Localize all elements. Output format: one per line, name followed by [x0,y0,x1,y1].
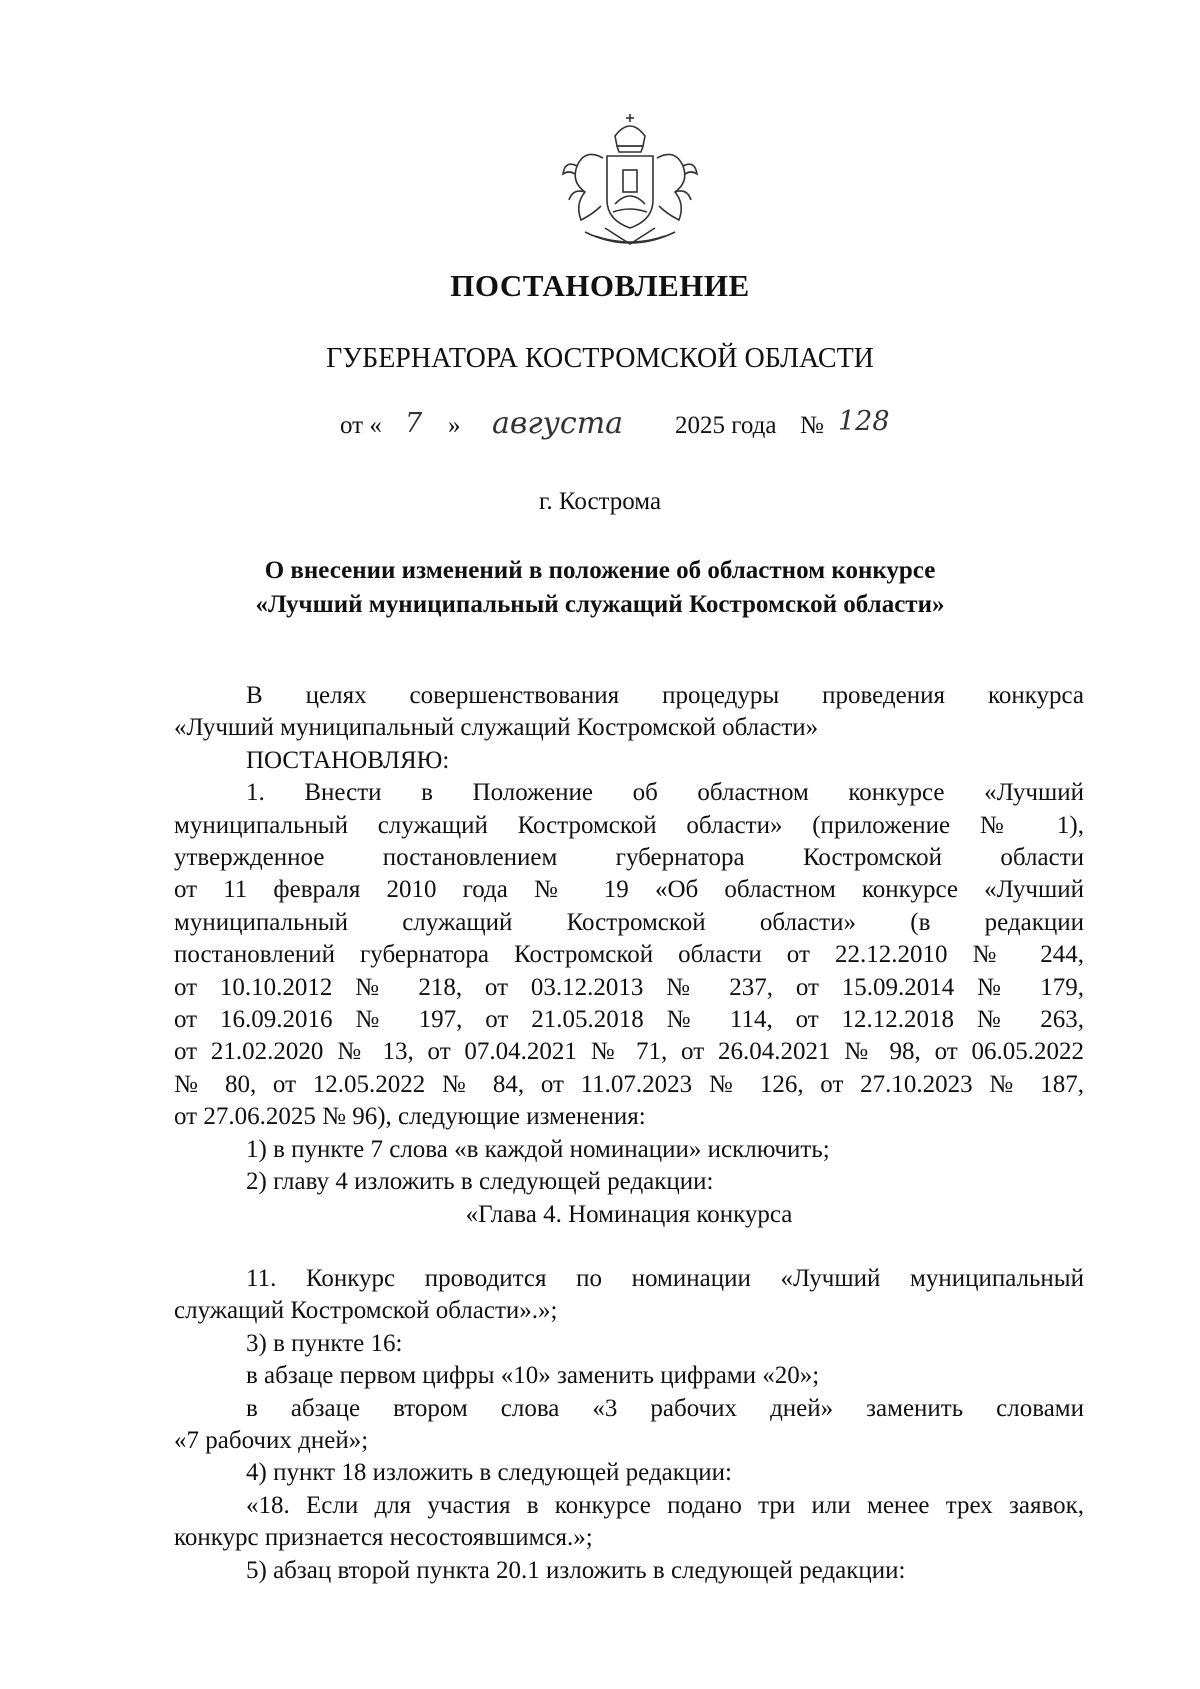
issuer-line: ГУБЕРНАТОРА КОСТРОМСКОЙ ОБЛАСТИ [326,343,874,374]
body-line: 5) абзац второй пункта 20.1 изложить в следующей редакции: [246,1556,906,1584]
body-line: 1) в пункте 7 слова «в каждой номинации» исключить; [246,1135,830,1163]
body-line: «7 рабочих дней»; [174,1426,369,1454]
date-close-quote: » [448,412,461,439]
body-line: муниципальный служащий Костромской области» (в редакции [174,908,1084,936]
body-line: постановлений губернатора Костромской области от 22.12.2010 № 244, [174,941,1084,969]
body-line: от 21.02.2020 № 13, от 07.04.2021 № 71, от 26.04.2021 № 98, от 06.05.2022 [174,1038,1084,1066]
body-line: конкурс признается несостоявшимся.»; [174,1524,593,1552]
document-title: ПОСТАНОВЛЕНИЕ [450,268,750,303]
document-heading [0,554,1200,622]
document-number: 128 [838,406,890,437]
date-year: 2025 года [675,412,777,439]
date-from-label: от « [340,412,382,439]
heading-line: О внесении изменений в положение об областном конкурсе [264,557,936,584]
body-line: В целях совершенствования процедуры проведения конкурса [246,682,1084,709]
body-line: от 10.10.2012 № 218, от 03.12.2013 № 237, от 15.09.2014 № 179, [174,973,1084,1001]
body-line: в абзаце первом цифры «10» заменить цифрами «20»; [246,1362,820,1390]
body-line: 4) пункт 18 изложить в следующей редакции: [246,1459,732,1487]
body-line: от 27.06.2025 № 96), следующие изменения: [174,1103,646,1131]
body-line: от 11 февраля 2010 года № 19 «Об областном конкурсе «Лучший [174,876,1084,904]
body-line: № 80, от 12.05.2022 № 84, от 11.07.2023 № 126, от 27.10.2023 № 187, [174,1070,1084,1098]
body-line: 11. Конкурс проводится по номинации «Лучший муниципальный [246,1264,1084,1292]
body-line: «Лучший муниципальный служащий Костромской области» [174,714,819,742]
body-line: 2) главу 4 изложить в следующей редакции: [246,1168,714,1196]
number-sign: № [800,412,824,439]
body-line: 1. Внести в Положение об областном конкурсе «Лучший [246,779,1084,807]
body-line: от 16.09.2016 № 197, от 21.05.2018 № 114, от 12.12.2018 № 263, [174,1006,1084,1034]
date-month: августа [492,406,624,441]
body-line: муниципальный служащий Костромской области» (приложение № 1), [174,811,1084,839]
body-line: утвержденное постановлением губернатора Костромской области [174,844,1084,872]
body-line: в абзаце втором слова «3 рабочих дней» заменить словами [246,1394,1084,1422]
document-body [174,680,1084,1587]
body-line: «Глава 4. Номинация конкурса [465,1200,793,1228]
city-line: г. Кострома [538,488,662,515]
coat-of-arms-icon [545,108,715,258]
body-line: служащий Костромской области».»; [174,1297,558,1325]
body-line: ПОСТАНОВЛЯЮ: [246,746,450,774]
heading-line: «Лучший муниципальный служащий Костромской области» [255,591,945,618]
date-day: 7 [405,408,423,439]
blank-line [174,1231,1084,1263]
body-line: 3) в пункте 16: [246,1329,403,1357]
body-line: «18. Если для участия в конкурсе подано три или менее трех заявок, [246,1491,1084,1519]
